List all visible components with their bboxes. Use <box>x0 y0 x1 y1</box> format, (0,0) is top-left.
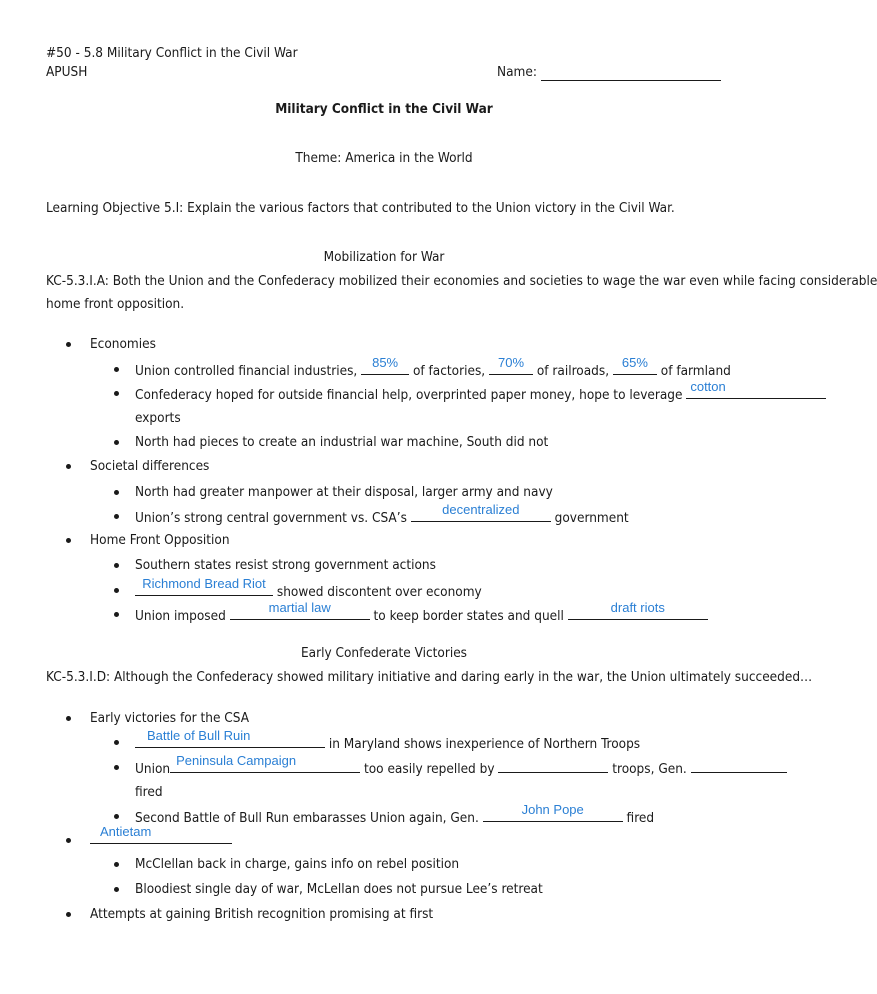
bullet <box>114 887 119 892</box>
answer-blank[interactable]: 85% <box>361 360 409 375</box>
section-heading-early-victories: Early Confederate Victories <box>300 645 467 661</box>
bullet <box>114 740 119 745</box>
theme-line: Theme: America in the World <box>295 150 473 166</box>
learning-objective: Learning Objective 5.I: Explain the various factors that contributed to the Union victory in the Civil War. <box>46 200 675 216</box>
list-item-mcclellan: McClellan back in charge, gains info on rebel position <box>135 856 460 872</box>
list-item-industrial: North had pieces to create an industrial war machine, South did not <box>135 434 549 450</box>
bullet <box>66 538 71 543</box>
list-item-martial-law: Union imposed martial law to keep border states and quell draft riots <box>135 605 708 625</box>
answer-blank[interactable]: draft riots <box>568 605 708 620</box>
bullet <box>114 440 119 445</box>
answer-blank[interactable]: Battle of Bull Ruin <box>135 733 325 748</box>
answer-blank[interactable]: Antietam <box>90 829 232 844</box>
answer-blank[interactable]: Richmond Bread Riot <box>135 581 273 596</box>
bullet <box>114 391 119 396</box>
course-label: APUSH <box>46 64 88 80</box>
answer-blank[interactable] <box>498 758 608 773</box>
answer-blank[interactable]: Peninsula Campaign <box>170 758 360 773</box>
bullet <box>114 862 119 867</box>
list-item-antietam <box>90 824 232 849</box>
list-item-peninsula: Union Peninsula Campaign too easily repelled by troops, Gen. <box>135 758 787 778</box>
answer-blank[interactable]: cotton <box>686 384 826 399</box>
list-item-early-victories: Early victories for the CSA <box>90 710 250 726</box>
list-item-exports: exports <box>135 410 181 426</box>
list-item-bread-riot: Richmond Bread Riot showed discontent over economy <box>135 581 482 601</box>
bullet <box>114 563 119 568</box>
list-item-bloodiest: Bloodiest single day of war, McLellan does not pursue Lee’s retreat <box>135 881 543 897</box>
bullet <box>114 367 119 372</box>
kc-5-3-1-a-line2: home front opposition. <box>46 296 185 312</box>
answer-blank[interactable]: John Pope <box>483 807 623 822</box>
list-item-second-bull-run: Second Battle of Bull Run embarasses Union again, Gen. John Pope fired <box>135 802 655 826</box>
bullet <box>66 838 71 843</box>
bullet <box>114 588 119 593</box>
answer-blank[interactable]: martial law <box>230 605 370 620</box>
name-field[interactable] <box>541 66 721 85</box>
kc-5-3-1-d: KC-5.3.I.D: Although the Confederacy showed military initiative and daring early in the war, the Union ultimately succeeded… <box>46 669 813 685</box>
list-item-bull-run: Battle of Bull Ruin in Maryland shows inexperience of Northern Troops <box>135 733 640 753</box>
list-item-fired: fired <box>135 784 163 800</box>
bullet <box>66 912 71 917</box>
page-title: Military Conflict in the Civil War <box>275 101 493 117</box>
list-item-societal: Societal differences <box>90 458 210 474</box>
bullet <box>114 765 119 770</box>
answer-blank[interactable] <box>691 758 787 773</box>
list-item-confederacy-finance: Confederacy hoped for outside financial help, overprinted paper money, hope to leverage cotton <box>135 384 826 404</box>
list-item-government: Union’s strong central government vs. CSA’s decentralized government <box>135 502 629 526</box>
answer-blank[interactable]: 65% <box>613 360 657 375</box>
list-item-british: Attempts at gaining British recognition promising at first <box>90 906 434 922</box>
bullet <box>114 490 119 495</box>
bullet <box>114 612 119 617</box>
bullet <box>66 464 71 469</box>
section-heading-mobilization: Mobilization for War <box>323 249 445 265</box>
answer-blank[interactable]: decentralized <box>411 507 551 522</box>
list-item-economies: Economies <box>90 336 156 352</box>
answer-blank[interactable]: 70% <box>489 360 533 375</box>
bullet <box>114 814 119 819</box>
list-item-southern-resist: Southern states resist strong government actions <box>135 557 436 573</box>
bullet <box>66 716 71 721</box>
kc-5-3-1-a-line1: KC-5.3.I.A: Both the Union and the Confederacy mobilized their economies and societies to wage the war even while facing considerable <box>46 273 877 289</box>
list-item-manpower: North had greater manpower at their disposal, larger army and navy <box>135 484 553 500</box>
doc-id: #50 - 5.8 Military Conflict in the Civil War <box>46 45 298 61</box>
bullet <box>66 342 71 347</box>
bullet <box>114 514 119 519</box>
list-item-homefront: Home Front Opposition <box>90 532 230 548</box>
list-item-econ-percentages: Union controlled financial industries, 85% of factories, 70% of railroads, 65% of farmland <box>135 355 731 379</box>
name-label: Name: <box>497 64 537 80</box>
